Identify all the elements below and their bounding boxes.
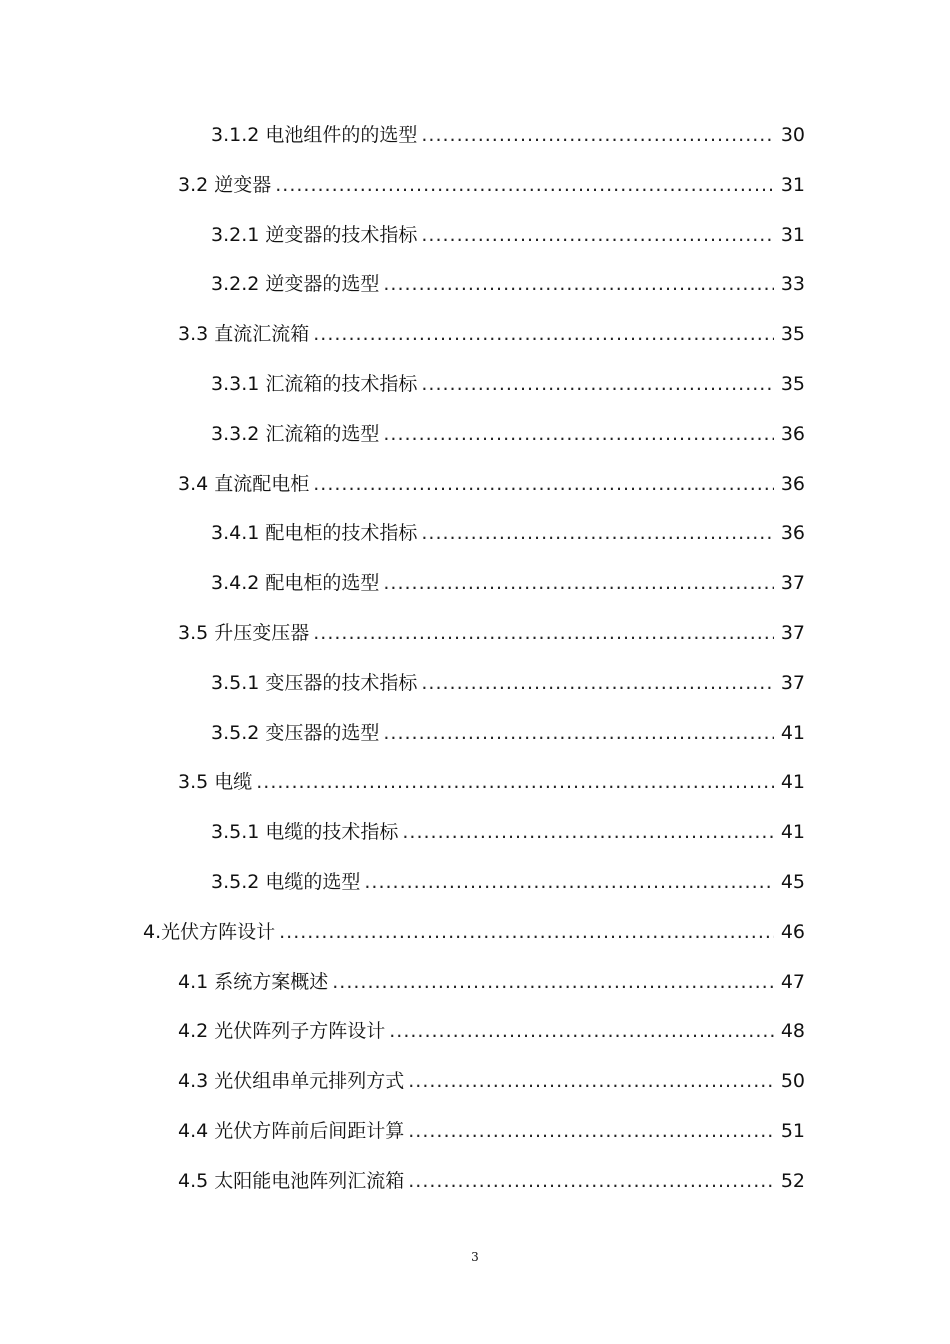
- toc-entry[interactable]: [0, 509, 950, 559]
- toc-entry-title: 4.1 系统方案概述: [178, 970, 329, 993]
- toc-entry[interactable]: [0, 808, 950, 858]
- toc-dot-leader: [383, 260, 774, 310]
- toc-dot-leader: [421, 659, 774, 709]
- toc-entry-page: 41: [780, 721, 805, 744]
- toc-entry[interactable]: [0, 211, 950, 261]
- table-of-contents: [0, 111, 950, 1207]
- toc-entry[interactable]: [0, 659, 950, 709]
- toc-entry-title: 3.1.2 电池组件的的选型: [211, 124, 418, 146]
- toc-dot-leader: [383, 410, 774, 460]
- toc-entry-page: 36: [780, 422, 805, 445]
- toc-dot-leader: [313, 310, 774, 360]
- toc-entry[interactable]: [0, 758, 950, 808]
- page-number: 3: [471, 1250, 479, 1264]
- toc-entry-page: 37: [780, 621, 805, 644]
- toc-entry[interactable]: [0, 1007, 950, 1057]
- toc-entry-page: 35: [780, 372, 805, 395]
- toc-entry-title: 4.光伏方阵设计: [143, 920, 276, 943]
- toc-entry[interactable]: [0, 858, 950, 908]
- toc-entry[interactable]: [0, 908, 950, 958]
- toc-entry-title: 3.4.1 配电柜的技术指标: [211, 522, 418, 545]
- toc-entry-title: 3.2 逆变器: [178, 173, 272, 196]
- toc-entry-title: 3.3.2 汇流箱的选型: [211, 422, 380, 445]
- toc-entry[interactable]: [0, 260, 950, 310]
- toc-entry-page: 47: [780, 970, 805, 993]
- toc-entry-page: 33: [780, 273, 805, 296]
- toc-entry-page: 48: [780, 1020, 805, 1043]
- toc-entry[interactable]: [0, 360, 950, 410]
- toc-dot-leader: [408, 1057, 774, 1107]
- toc-entry-page: 31: [780, 173, 805, 196]
- toc-dot-leader: [313, 460, 774, 510]
- toc-entry[interactable]: [0, 410, 950, 460]
- toc-entry-page: 30: [780, 124, 805, 146]
- toc-dot-leader: [383, 709, 774, 759]
- toc-entry-page: 36: [780, 472, 805, 495]
- toc-entry-title: 3.5.2 电缆的选型: [211, 870, 361, 893]
- toc-entry-title: 3.3.1 汇流箱的技术指标: [211, 372, 418, 395]
- toc-entry-title: 4.5 太阳能电池阵列汇流箱: [178, 1169, 405, 1192]
- toc-entry-page: 50: [780, 1070, 805, 1093]
- toc-entry-title: 3.4.2 配电柜的选型: [211, 572, 380, 595]
- toc-entry-page: 37: [780, 572, 805, 595]
- toc-dot-leader: [256, 758, 774, 808]
- toc-entry-title: 3.5 升压变压器: [178, 621, 310, 644]
- toc-dot-leader: [313, 609, 774, 659]
- toc-entry-page: 41: [780, 771, 805, 794]
- toc-dot-leader: [402, 808, 774, 858]
- toc-entry-title: 4.2 光伏阵列子方阵设计: [178, 1020, 386, 1043]
- toc-dot-leader: [421, 509, 774, 559]
- toc-dot-leader: [408, 1107, 774, 1157]
- toc-dot-leader: [421, 111, 774, 161]
- toc-entry-page: 51: [780, 1119, 805, 1142]
- toc-entry-page: 52: [780, 1169, 805, 1192]
- toc-entry-title: 3.2.2 逆变器的选型: [211, 273, 380, 296]
- toc-entry-title: 4.4 光伏方阵前后间距计算: [178, 1119, 405, 1142]
- toc-entry-title: 3.4 直流配电柜: [178, 472, 310, 495]
- toc-entry-page: 31: [780, 223, 805, 246]
- toc-dot-leader: [332, 958, 774, 1008]
- toc-entry-title: 3.2.1 逆变器的技术指标: [211, 223, 418, 246]
- toc-entry[interactable]: [0, 460, 950, 510]
- toc-dot-leader: [408, 1157, 774, 1207]
- toc-entry[interactable]: [0, 709, 950, 759]
- toc-entry-title: 3.5 电缆: [178, 771, 253, 794]
- toc-dot-leader: [279, 908, 774, 958]
- toc-entry-page: 41: [780, 821, 805, 844]
- toc-entry-page: 46: [780, 920, 805, 943]
- toc-entry-title: 3.5.2 变压器的选型: [211, 721, 380, 744]
- toc-entry[interactable]: [0, 111, 950, 161]
- toc-entry[interactable]: [0, 1057, 950, 1107]
- toc-dot-leader: [389, 1007, 774, 1057]
- toc-entry-title: 3.3 直流汇流箱: [178, 323, 310, 346]
- toc-entry-title: 3.5.1 电缆的技术指标: [211, 821, 399, 844]
- toc-entry[interactable]: [0, 559, 950, 609]
- toc-entry-page: 36: [780, 522, 805, 545]
- toc-entry-title: 4.3 光伏组串单元排列方式: [178, 1070, 405, 1093]
- toc-entry-page: 45: [780, 870, 805, 893]
- toc-entry-page: 37: [780, 671, 805, 694]
- toc-entry[interactable]: [0, 609, 950, 659]
- toc-entry-title: 3.5.1 变压器的技术指标: [211, 671, 418, 694]
- toc-entry[interactable]: [0, 958, 950, 1008]
- toc-entry[interactable]: [0, 1157, 950, 1207]
- toc-dot-leader: [383, 559, 774, 609]
- toc-entry[interactable]: [0, 310, 950, 360]
- toc-entry-page: 35: [780, 323, 805, 346]
- toc-dot-leader: [421, 360, 774, 410]
- toc-dot-leader: [364, 858, 774, 908]
- toc-dot-leader: [275, 161, 774, 211]
- toc-dot-leader: [421, 211, 774, 261]
- toc-entry[interactable]: [0, 1107, 950, 1157]
- toc-entry[interactable]: [0, 161, 950, 211]
